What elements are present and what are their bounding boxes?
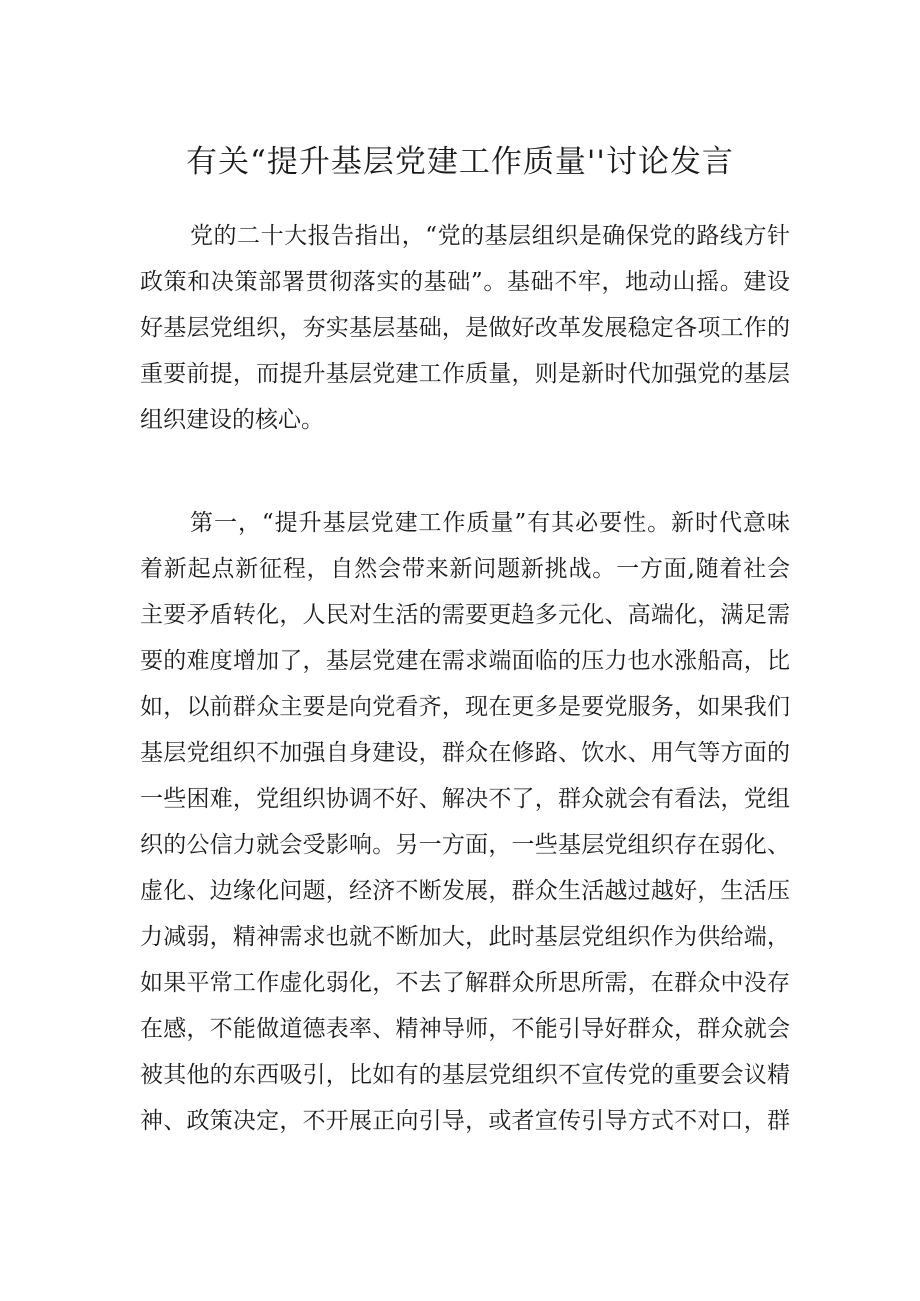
paragraph-1-line-5: 组织建设的核心。 [140, 407, 324, 433]
paragraph-2-line-1: 第一，“提升基层党建工作质量”有其必要性。新时代意味 [190, 510, 790, 536]
paragraph-2-line-11: 如果平常工作虚化弱化，不去了解群众所思所需，在群众中没存 [140, 970, 790, 996]
paragraph-2-line-8: 织的公信力就会受影响。另一方面，一些基层党组织存在弱化、 [140, 832, 790, 858]
paragraph-1-line-1: 党的二十大报告指出，“党的基层组织是确保党的路线方针 [190, 223, 790, 249]
paragraph-2-line-10: 力减弱，精神需求也就不断加大，此时基层党组织作为供给端， [140, 924, 790, 950]
paragraph-1-line-3: 好基层党组织，夯实基层基础，是做好改革发展稳定各项工作的 [140, 315, 790, 341]
paragraph-1-line-4: 重要前提，而提升基层党建工作质量，则是新时代加强党的基层 [140, 361, 790, 387]
paragraph-2-line-5: 如，以前群众主要是向党看齐，现在更多是要党服务，如果我们 [140, 694, 790, 720]
paragraph-2-line-4: 要的难度增加了，基层党建在需求端面临的压力也水涨船高，比 [140, 648, 790, 674]
paragraph-2-line-3: 主要矛盾转化，人民对生活的需要更趋多元化、高端化，满足需 [140, 602, 790, 628]
paragraph-2-line-6: 基层党组织不加强自身建设，群众在修路、饮水、用气等方面的 [140, 740, 790, 766]
paragraph-2-line-9: 虚化、边缘化问题，经济不断发展，群众生活越过越好，生活压 [140, 878, 790, 904]
document-title: 有关“提升基层党建工作质量''讨论发言 [186, 144, 734, 180]
paragraph-2-line-2: 着新起点新征程，自然会带来新问题新挑战。一方面,随着社会 [140, 556, 790, 582]
paragraph-1-line-2: 政策和决策部署贯彻落实的基础”。基础不牢，地动山摇。建设 [140, 269, 790, 295]
paragraph-2-line-7: 一些困难，党组织协调不好、解决不了，群众就会有看法，党组 [140, 786, 790, 812]
paragraph-2-line-14: 神、政策决定，不开展正向引导，或者宣传引导方式不对口，群 [140, 1108, 790, 1134]
paragraph-2-line-12: 在感，不能做道德表率、精神导师，不能引导好群众，群众就会 [140, 1016, 790, 1042]
paragraph-2-line-13: 被其他的东西吸引，比如有的基层党组织不宣传党的重要会议精 [140, 1062, 790, 1088]
